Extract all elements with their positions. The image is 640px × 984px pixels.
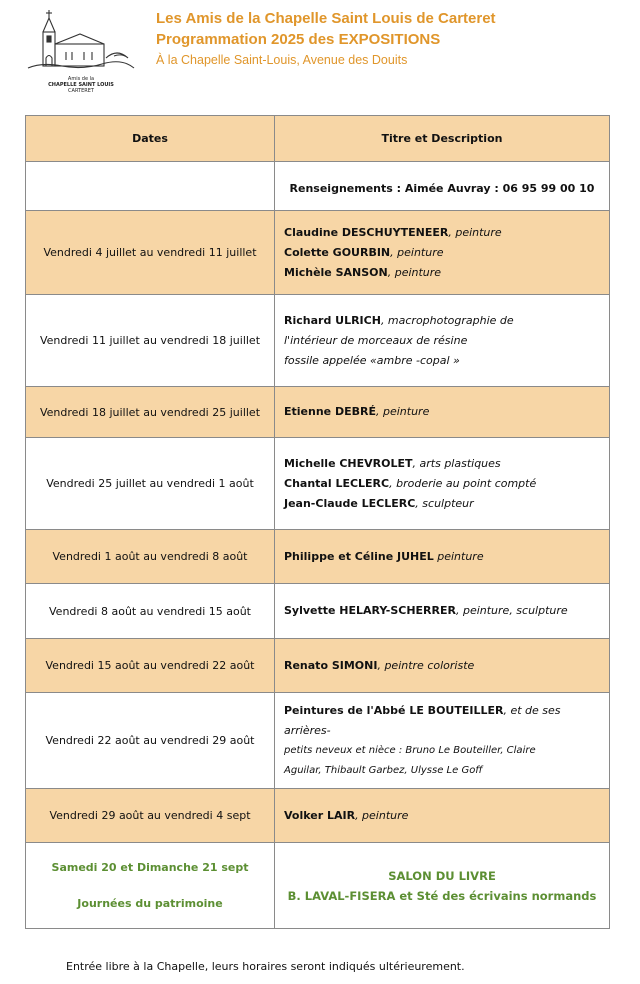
artist-name: Michèle SANSON [284, 265, 388, 279]
table-header-row [26, 116, 610, 162]
artist-name: Jean-Claude LECLERC [284, 496, 416, 510]
artwork-type: , macrophotographie de [380, 313, 514, 327]
description-line [284, 243, 609, 263]
row-description [275, 387, 610, 438]
artist-name: Renato SIMONI [284, 658, 378, 672]
chapel-logo [22, 8, 140, 92]
artist-name: Claudine DESCHUYTENEER [284, 225, 449, 239]
table-row [26, 438, 610, 530]
artist-name: Colette GOURBIN [284, 245, 391, 259]
chapel-drawing-icon [22, 8, 140, 74]
artwork-type: , peinture [375, 405, 430, 418]
description-line [284, 474, 609, 494]
row-description [275, 211, 610, 295]
table-row-last [26, 843, 610, 929]
artwork-type: , broderie au point compté [389, 476, 537, 490]
description-line [284, 741, 609, 761]
description-line [284, 656, 609, 676]
row-dates: Vendredi 22 août au vendredi 29 août [26, 693, 275, 789]
artist-name: Etienne DEBRÉ [284, 405, 376, 418]
artwork-type: petits neveux et nièce : Bruno Le Bouteiller, Claire [284, 744, 536, 756]
artwork-type: , peinture [387, 265, 442, 279]
description-line [284, 331, 609, 351]
row-description [275, 789, 610, 843]
row-description [275, 693, 610, 789]
description-line [284, 547, 609, 567]
description-line [284, 223, 609, 243]
row-description [275, 530, 610, 584]
artwork-type: , peinture [390, 245, 444, 259]
last-subtitle: B. LAVAL-FISERA et Sté des écrivains normands [287, 888, 597, 903]
artwork-type: , peinture [448, 225, 502, 239]
table-row [26, 584, 610, 639]
row-description [275, 584, 610, 639]
artwork-type: fossile appelée «ambre -copal » [284, 353, 460, 367]
artist-name: Michelle CHEVROLET [284, 456, 413, 470]
row-description [275, 639, 610, 693]
contact-text: Renseignements : Aimée Auvray : 06 95 99 00 10 [275, 162, 610, 211]
table-row [26, 639, 610, 693]
artwork-type: l'intérieur de morceaux de résine [284, 333, 468, 347]
artist-name: Chantal LECLERC [284, 476, 390, 490]
table-row [26, 295, 610, 387]
col-header-dates: Dates [26, 116, 275, 162]
description-line [284, 351, 609, 371]
row-description [275, 295, 610, 387]
row-dates: Vendredi 18 juillet au vendredi 25 juillet [26, 387, 275, 438]
description-line [284, 494, 609, 514]
document-subtitle: Programmation 2025 des EXPOSITIONS [156, 31, 441, 48]
row-dates: Vendredi 1 août au vendredi 8 août [26, 530, 275, 584]
table-row [26, 211, 610, 295]
row-dates: Vendredi 4 juillet au vendredi 11 juillet [26, 211, 275, 295]
artwork-type: Aguilar, Thibault Garbez, Ulysse Le Goff [284, 764, 483, 776]
document-header [156, 8, 496, 70]
row-dates: Vendredi 11 juillet au vendredi 18 juillet [26, 295, 275, 387]
artwork-type: , peinture [355, 808, 409, 822]
logo-caption-2: CHAPELLE SAINT LOUIS [48, 82, 114, 88]
row-description [275, 438, 610, 530]
contact-row [26, 162, 610, 211]
artist-name: Philippe et Céline JUHEL [284, 549, 434, 563]
row-dates: Vendredi 8 août au vendredi 15 août [26, 584, 275, 639]
artwork-type: , peintre coloriste [377, 658, 475, 672]
description-line [284, 806, 609, 826]
exhibitions-table [25, 115, 610, 929]
description-line [284, 601, 609, 621]
last-title: SALON DU LIVRE [388, 868, 496, 883]
table-row [26, 789, 610, 843]
row-dates: Vendredi 25 juillet au vendredi 1 août [26, 438, 275, 530]
artwork-type: , arts plastiques [412, 456, 501, 470]
logo-caption-1: Amis de la [67, 76, 95, 82]
table-row [26, 387, 610, 438]
col-header-title: Titre et Description [275, 116, 610, 162]
artwork-type: , sculpteur [415, 496, 474, 510]
artwork-type: peinture [433, 549, 484, 563]
description-line [284, 311, 609, 331]
last-date-note: Journées du patrimoine [77, 896, 223, 910]
footer-note: Entrée libre à la Chapelle, leurs horaires seront indiqués ultérieurement. [66, 960, 465, 973]
artist-name: Volker LAIR [284, 808, 356, 822]
row-dates: Vendredi 29 août au vendredi 4 sept [26, 789, 275, 843]
artist-name: Richard ULRICH [284, 313, 381, 327]
description-line [284, 454, 609, 474]
document-title: Les Amis de la Chapelle Saint Louis de Carteret [156, 10, 496, 27]
description-line [284, 263, 609, 283]
artwork-type: , peinture, sculpture [455, 604, 568, 617]
artist-name: Sylvette HELARY-SCHERRER [284, 604, 456, 617]
table-row [26, 530, 610, 584]
description-line [284, 402, 609, 422]
description-line [284, 761, 609, 781]
row-dates: Vendredi 15 août au vendredi 22 août [26, 639, 275, 693]
last-date: Samedi 20 et Dimanche 21 sept [51, 860, 249, 874]
venue-line: À la Chapelle Saint-Louis, Avenue des Douits [156, 53, 408, 67]
logo-caption-3: CARTERET [68, 88, 94, 94]
table-row [26, 693, 610, 789]
artist-name: Peintures de l'Abbé LE BOUTEILLER [284, 703, 504, 717]
artwork-type: , et de ses arrières- [284, 703, 561, 737]
description-line [284, 701, 609, 741]
